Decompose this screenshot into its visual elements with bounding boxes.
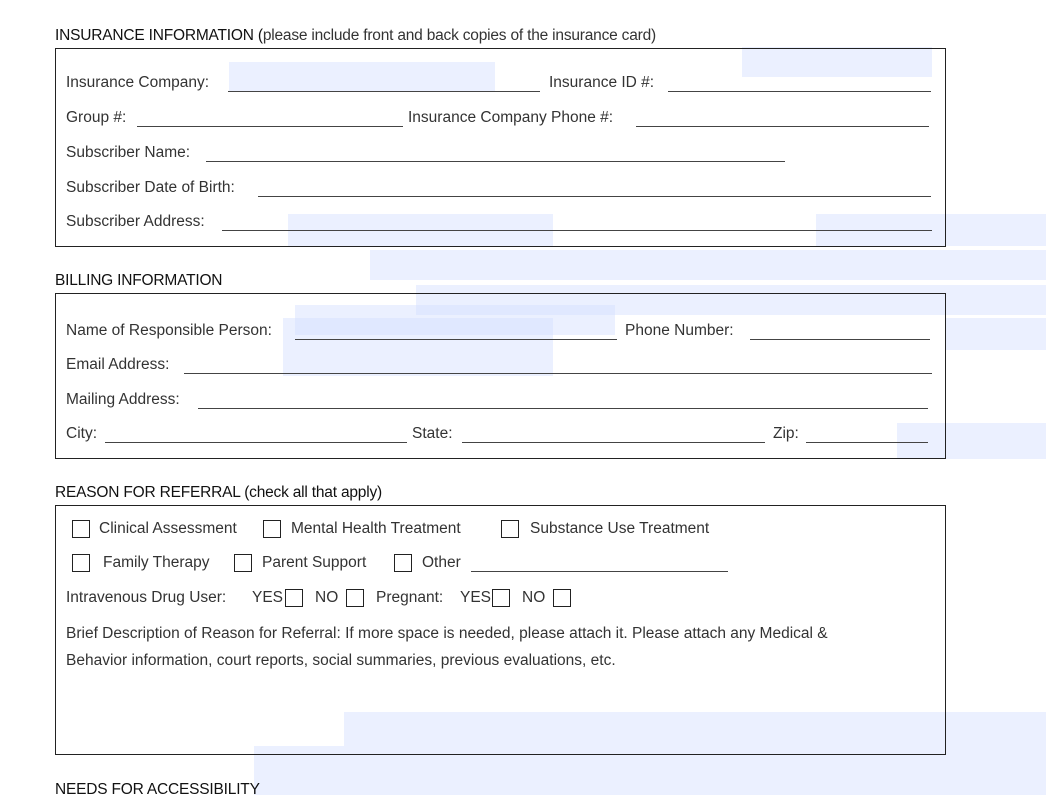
iv-yes-label: YES [252, 589, 284, 606]
subscriber-address-field[interactable] [222, 215, 932, 231]
subscriber-address-label: Subscriber Address: [66, 213, 205, 230]
insurance-company-field[interactable] [228, 76, 540, 92]
pregnant-yes-checkbox[interactable] [492, 589, 510, 607]
parent-support-label: Parent Support [262, 554, 367, 571]
mailing-address-field[interactable] [198, 393, 928, 409]
insurance-phone-field[interactable] [636, 111, 929, 127]
mental-health-treatment-label: Mental Health Treatment [291, 520, 461, 537]
referral-description-line-2: Behavior information, court reports, social summaries, previous evaluations, etc. [66, 652, 616, 669]
referral-description-area[interactable] [60, 678, 940, 750]
insurance-title: INSURANCE INFORMATION ( [55, 27, 263, 44]
field-highlight [945, 318, 1046, 350]
subscriber-name-field[interactable] [206, 146, 785, 162]
other-label: Other [422, 554, 461, 571]
iv-yes-checkbox[interactable] [285, 589, 303, 607]
state-label: State: [412, 425, 453, 442]
zip-label: Zip: [773, 425, 799, 442]
family-therapy-checkbox[interactable] [72, 554, 90, 572]
iv-no-checkbox[interactable] [346, 589, 364, 607]
subscriber-dob-field[interactable] [258, 181, 931, 197]
billing-phone-field[interactable] [750, 324, 930, 340]
pregnant-no-label: NO [522, 589, 546, 606]
iv-no-label: NO [315, 589, 339, 606]
zip-field[interactable] [806, 427, 928, 443]
substance-use-treatment-checkbox[interactable] [501, 520, 519, 538]
insurance-title-note: please include front and back copies of the insurance card) [262, 27, 656, 44]
mental-health-treatment-checkbox[interactable] [263, 520, 281, 538]
subscriber-dob-label: Subscriber Date of Birth: [66, 179, 235, 196]
group-number-label: Group #: [66, 109, 127, 126]
insurance-company-label: Insurance Company: [66, 74, 210, 91]
pregnant-label: Pregnant: [376, 589, 444, 606]
insurance-phone-label: Insurance Company Phone #: [408, 109, 614, 126]
iv-drug-user-label: Intravenous Drug User: [66, 589, 227, 606]
pregnant-yes-label: YES [460, 589, 492, 606]
city-label: City: [66, 425, 97, 442]
accessibility-section-title: NEEDS FOR ACCESSIBILITY [55, 781, 260, 798]
state-field[interactable] [462, 427, 765, 443]
email-address-label: Email Address: [66, 356, 170, 373]
insurance-id-label: Insurance ID #: [549, 74, 655, 91]
referral-description-line-1: Brief Description of Reason for Referral: If more space is needed, please attach it. Please attach any Medical & [66, 625, 828, 642]
city-field[interactable] [105, 427, 407, 443]
billing-phone-label: Phone Number: [625, 322, 734, 339]
clinical-assessment-checkbox[interactable] [72, 520, 90, 538]
other-checkbox[interactable] [394, 554, 412, 572]
responsible-person-label: Name of Responsible Person: [66, 322, 272, 339]
substance-use-treatment-label: Substance Use Treatment [530, 520, 710, 537]
insurance-id-field[interactable] [668, 76, 931, 92]
pregnant-no-checkbox[interactable] [553, 589, 571, 607]
clinical-assessment-label: Clinical Assessment [99, 520, 237, 537]
parent-support-checkbox[interactable] [234, 554, 252, 572]
referral-description [66, 620, 828, 674]
insurance-section-title [55, 27, 656, 45]
billing-section-title: BILLING INFORMATION [55, 272, 223, 289]
field-highlight [370, 250, 1046, 280]
family-therapy-label: Family Therapy [103, 554, 210, 571]
subscriber-name-label: Subscriber Name: [66, 144, 191, 161]
email-address-field[interactable] [184, 358, 932, 374]
referral-section-title: REASON FOR REFERRAL (check all that apply) [55, 484, 382, 501]
responsible-person-field[interactable] [295, 324, 617, 340]
other-specify-field[interactable] [471, 556, 728, 572]
group-number-field[interactable] [137, 111, 403, 127]
mailing-address-label: Mailing Address: [66, 391, 180, 408]
